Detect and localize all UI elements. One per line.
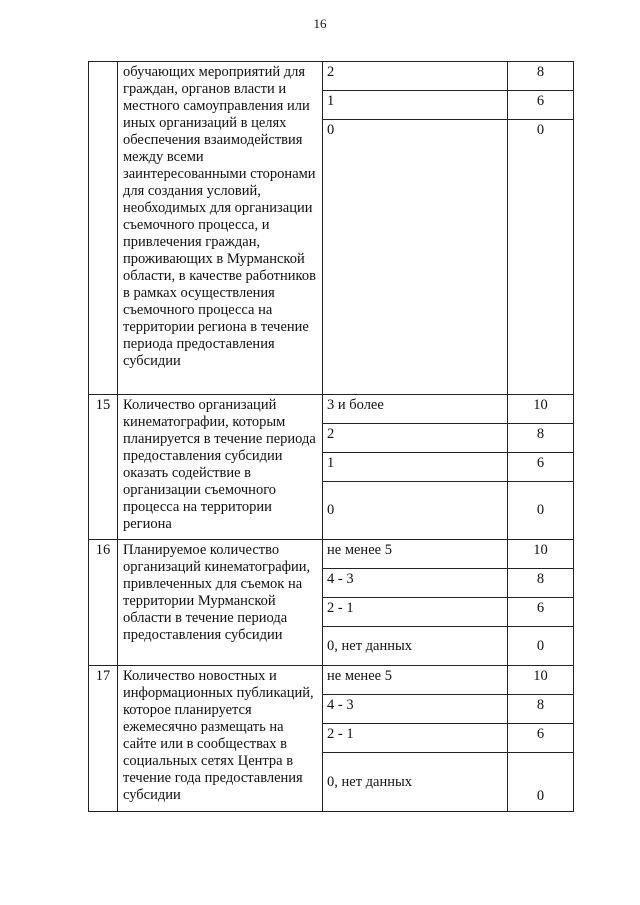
option-score: 6	[536, 93, 545, 109]
option-score: 8	[536, 697, 545, 713]
option-value: 0, нет данных	[323, 753, 508, 811]
criterion-description: обучающих мероприятий для граждан, органов власти и местного самоуправления или иных организаций в целях обеспечения взаимодействия между всеми заинтересованными сторонами для создания условий, необходимых для организации съемочного процесса, и привлечения граждан, проживающих в Мурманской области, в качестве работников в рамках осуществления съемочного процесса на территории региона в течение периода предоставления субсидии	[118, 62, 323, 395]
criterion-description: Планируемое количество организаций кинематографии, привлеченных для съемок на территории Мурманской области в течение периода предоставления субсидии	[118, 540, 323, 666]
option-row	[323, 395, 573, 424]
table-row	[89, 62, 574, 395]
option-score: 8	[536, 426, 545, 442]
option-value: 0	[323, 482, 508, 539]
option-row	[323, 62, 573, 91]
option-value: 1	[323, 453, 508, 481]
option-score: 10	[533, 542, 548, 558]
option-score: 0	[536, 502, 545, 518]
option-row	[323, 753, 573, 811]
option-row	[323, 540, 573, 569]
option-row	[323, 627, 573, 665]
option-value: 1	[323, 91, 508, 119]
option-row	[323, 724, 573, 753]
option-row	[323, 598, 573, 627]
option-score: 0	[536, 122, 545, 138]
option-row	[323, 666, 573, 695]
option-value: 4 - 3	[323, 569, 508, 597]
criterion-description: Количество новостных и информационных публикаций, которое планируется ежемесячно размещать на сайте или в сообществах в социальных сетях Центра в течение года предоставления субсидии	[118, 666, 323, 812]
option-score: 0	[536, 637, 545, 654]
table-row	[89, 666, 574, 812]
option-score: 8	[536, 64, 545, 80]
option-score: 6	[536, 600, 545, 616]
option-row	[323, 120, 573, 394]
option-score: 6	[536, 455, 545, 471]
option-value: 4 - 3	[323, 695, 508, 723]
page-number: 16	[313, 16, 327, 31]
option-score: 0	[536, 788, 545, 804]
option-value: 2	[323, 62, 508, 90]
option-value: не менее 5	[323, 666, 508, 694]
option-row	[323, 695, 573, 724]
criteria-table	[88, 61, 574, 812]
option-score: 8	[536, 571, 545, 587]
option-value: 0, нет данных	[323, 627, 508, 665]
option-score: 10	[533, 668, 548, 684]
option-row	[323, 482, 573, 539]
option-value: 2	[323, 424, 508, 452]
table-row	[89, 395, 574, 540]
criterion-description: Количество организаций кинематографии, которым планируется в течение периода предоставления субсидии оказать содействие в организации съемочного процесса на территории региона	[118, 395, 323, 540]
row-number: 16	[89, 540, 118, 666]
row-number: 17	[89, 666, 118, 812]
option-score: 6	[536, 726, 545, 742]
row-number	[89, 62, 118, 395]
row-number: 15	[89, 395, 118, 540]
option-value: 3 и более	[323, 395, 508, 423]
option-value: не менее 5	[323, 540, 508, 568]
option-value: 2 - 1	[323, 598, 508, 626]
option-value: 0	[323, 120, 508, 394]
option-row	[323, 569, 573, 598]
table-row	[89, 540, 574, 666]
option-score: 10	[533, 397, 548, 413]
option-row	[323, 424, 573, 453]
option-row	[323, 91, 573, 120]
option-row	[323, 453, 573, 482]
option-value: 2 - 1	[323, 724, 508, 752]
